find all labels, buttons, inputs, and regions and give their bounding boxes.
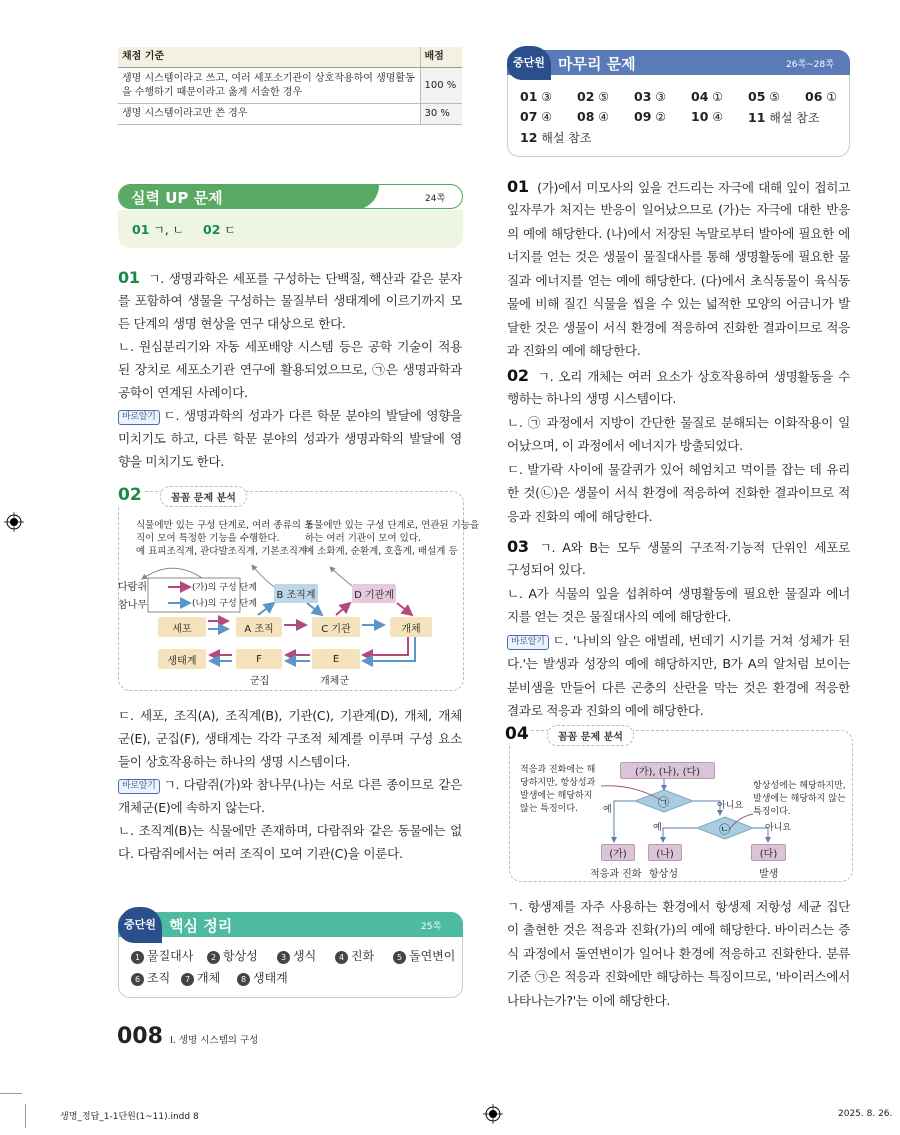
box-individual: 개체 (390, 617, 432, 637)
line-text: 물에 비해 질긴 식물을 씹을 수 있는 넓적한 모양의 어금니가 발 (507, 296, 850, 312)
section-tag: 중단원 (118, 907, 162, 943)
line-text: (가)에서 미모사의 잎을 건드리는 자극에 대해 잎이 접히고 (537, 179, 850, 195)
line-text: ㄱ. 생명과학은 세포를 구성하는 단백질, 핵산과 같은 분자 (148, 270, 462, 286)
answer-value: ㄱ, ㄴ (153, 223, 185, 237)
header-score: 배점 (420, 47, 462, 68)
text-line (507, 390, 850, 408)
answer-value: ④ (541, 110, 552, 124)
registration-mark-icon (4, 512, 24, 532)
summary-term: 돌연변이 (409, 949, 456, 963)
crop-mark (0, 1093, 22, 1094)
legend-oak: 참나무 (118, 600, 147, 611)
correction-badge: 바로알기 (507, 635, 549, 650)
criteria-cell: 생명 시스템이라고 쓰고, 여러 세포소기관이 상호작용하여 생명활동을 수행하기 때문이라고 옳게 서술한 경우 (118, 68, 420, 104)
line-text: 잎자루가 처지는 반응이 일어났으므로 (가)는 자극에 대한 반응 (507, 202, 850, 218)
answer-value: 해설 참조 (769, 111, 820, 125)
line-text: ㄴ. A가 식물의 잎을 섭취하여 생명활동에 필요한 물질과 에너 (507, 585, 850, 601)
text-line (507, 968, 850, 986)
number-bullet-icon: 5 (393, 951, 406, 964)
note-right: 항상성에는 해당하지만, 발생에는 해당하지 않는 특징이다. (753, 781, 846, 817)
answer-num: 05 (748, 89, 766, 104)
diagram-02 (112, 483, 480, 691)
text-line (118, 799, 462, 817)
diagram-04-number: 04 (505, 724, 529, 744)
line-text: 과 진화의 예에 해당한다. (507, 343, 641, 359)
line-text: ㄱ. 오리 개체는 여러 요소가 상호작용하여 생명활동을 수 (537, 368, 850, 384)
summary-item (393, 947, 455, 964)
text-line (507, 508, 850, 526)
line-text: 지를 얻는 것은 물질대사의 예에 해당한다. (507, 609, 731, 625)
label-no: 아니요 (717, 801, 744, 811)
line-text: 이 출현한 것은 적응과 진화(가)의 예에 해당한다. 바이러스는 증 (507, 922, 850, 938)
line-text: ㄴ. 원심분리기와 자동 세포배양 시스템 등은 공학 기술이 적용 (118, 338, 462, 354)
leaf-caption: 적응과 진화 (590, 869, 642, 880)
number-bullet-icon: 6 (131, 973, 144, 986)
text-line (507, 272, 850, 290)
box-organ-system: D 기관계 (352, 584, 396, 603)
review-answer (577, 89, 609, 104)
review-answer (634, 89, 666, 104)
line-text: 의 예에 해당한다. (나)에서 저장된 녹말로부터 발아에 필요한 에 (507, 225, 850, 241)
line-text: 나타나는가?'는 이에 해당한다. (507, 992, 671, 1008)
summary-term: 물질대사 (147, 949, 194, 963)
text-line (507, 655, 850, 673)
text-line (507, 342, 850, 360)
line-text: 달한 것은 생물이 서식 환경에 적응하여 진화한 결과이므로 적응 (507, 319, 850, 335)
line-text: ㄱ. A와 B는 모두 생물의 구조적·기능적 단위인 세포로 (539, 539, 850, 555)
note-animal-organ-system: 동물에만 있는 구성 단계로, 연관된 기능을 하는 여러 기관이 모여 있다. 예 소화계, 순환계, 호흡계, 배설계 등 (305, 520, 480, 557)
review-answer (805, 89, 837, 104)
line-text: 행하는 하나의 생명 시스템이다. (507, 391, 677, 407)
answer-value: ① (826, 90, 837, 104)
review-answer (520, 109, 552, 124)
line-text: 향을 미치기도 한다. (118, 454, 225, 470)
answer-num: 12 (520, 130, 538, 145)
score-cell: 100 % (420, 68, 462, 104)
label-yes: 예 (603, 805, 612, 815)
question-number: 02 (507, 365, 529, 385)
line-text: 분비샘을 만들어 다른 곤충의 산란을 막는 것은 환경에 적응한 (507, 679, 850, 695)
answer-num: 07 (520, 109, 538, 124)
analysis-label: 꼼꼼 문제 분석 (160, 486, 247, 507)
line-text: ㄷ. 생명과학의 성과가 다른 학문 분야의 발달에 영향을 (163, 408, 462, 424)
line-text: 든 단계의 생명 현상을 연구 대상으로 한다. (118, 315, 346, 331)
answer-num: 09 (634, 109, 652, 124)
correction-badge: 바로알기 (118, 410, 160, 425)
box-organ: C 기관 (312, 617, 360, 637)
text-line (118, 822, 462, 840)
text-line (118, 315, 462, 333)
text-line (507, 992, 850, 1010)
summary-term: 생식 (293, 949, 317, 963)
review-answer (520, 89, 552, 104)
answer-value: ㄷ (224, 223, 236, 237)
text-line (507, 461, 850, 479)
leaf-caption: 발생 (759, 869, 779, 880)
number-bullet-icon: 7 (181, 973, 194, 986)
line-text: 식 과정에서 돌연변이가 일어나 환경에 적응하고 진화한다. 분류 (507, 945, 850, 961)
line-text: 질과 에너지를 얻는 예에 해당한다. (다)에서 초식동물이 육식동 (507, 272, 850, 288)
text-line (507, 367, 850, 386)
chapter-title: I. 생명 시스템의 구성 (170, 1035, 259, 1046)
skill-up-answers (118, 210, 463, 248)
text-line (507, 319, 850, 337)
header-criteria: 채점 기준 (118, 47, 420, 68)
text-line (507, 414, 850, 432)
line-text: 군(E), 군집(F), 생태계는 각각 구조적 체계를 이루며 구성 요소 (118, 730, 462, 746)
text-line (118, 361, 462, 379)
label-yes: 예 (653, 823, 662, 833)
text-line (507, 679, 850, 697)
leaf-caption: 항상성 (649, 869, 678, 880)
answer-num: 04 (691, 89, 709, 104)
text-line (507, 248, 850, 266)
line-text: ㄴ. ㉠ 과정에서 지방이 간단한 물질로 분해되는 이화작용이 일 (507, 414, 850, 430)
summary-item (237, 969, 288, 986)
number-bullet-icon: 1 (131, 951, 144, 964)
review-answer (748, 109, 819, 126)
leaf-box-da: (다) (751, 844, 786, 861)
question-number: 03 (507, 536, 529, 556)
summary-item (181, 969, 220, 986)
summary-term: 진화 (351, 949, 375, 963)
review-answer (577, 109, 609, 124)
caption-population: 개체군 (320, 676, 349, 687)
review-title: 마무리 문제 (558, 55, 636, 73)
text-line (507, 921, 850, 939)
summary-item (131, 947, 193, 964)
text-line (118, 730, 462, 748)
line-text: 어났으며, 이 과정에서 에너지가 방출되었다. (507, 438, 743, 454)
answer-num: 03 (634, 89, 652, 104)
text-line (118, 269, 462, 288)
question-number: 01 (118, 267, 140, 287)
caption-community: 군집 (250, 676, 270, 687)
summary-term: 개체 (197, 971, 221, 985)
text-line (118, 430, 462, 448)
text-line (507, 561, 850, 579)
text-line (118, 292, 462, 310)
page-number: 008 (117, 1024, 163, 1049)
summary-item (335, 947, 374, 964)
text-line (507, 201, 850, 219)
diagram-04 (503, 722, 853, 882)
label-no: 아니요 (765, 823, 792, 833)
criteria-cell: 생명 시스템이라고만 쓴 경우 (118, 104, 420, 125)
crop-mark (25, 1104, 26, 1128)
review-answer (748, 89, 780, 104)
review-page: 26쪽~28쪽 (786, 60, 834, 70)
summary-term: 항상성 (223, 949, 258, 963)
answer-value: ② (655, 110, 666, 124)
text-line (507, 295, 850, 313)
analysis-label: 꼼꼼 문제 분석 (547, 725, 634, 746)
registration-mark-icon (483, 1104, 503, 1124)
text-line (507, 632, 850, 650)
line-text: 기준 ㉠은 적응과 진화에만 해당하는 특징이므로, '바이러스에서 (507, 969, 850, 985)
text-line (118, 753, 462, 771)
text-line (507, 437, 850, 455)
summary-item (207, 947, 258, 964)
summary-item (131, 969, 170, 986)
line-text: ㄷ. '나비의 알은 애벌레, 번데기 시기를 거쳐 성체가 된 (552, 632, 850, 648)
text-line (118, 707, 462, 725)
line-text: ㄱ. 항생제를 자주 사용하는 환경에서 항생제 저항성 세균 집단 (507, 898, 850, 914)
line-text: 결과로 적응과 진화의 예에 해당한다. (507, 703, 704, 719)
review-box (507, 50, 850, 157)
line-text: 다. 다람쥐에서는 여러 조직이 모여 기관(C)을 이룬다. (118, 846, 403, 862)
text-line (507, 484, 850, 502)
text-line (118, 338, 462, 356)
answer-value: ① (712, 90, 723, 104)
number-bullet-icon: 2 (207, 951, 220, 964)
line-text: 응과 진화의 예에 해당한다. (507, 508, 653, 524)
text-line (507, 538, 850, 557)
note-left: 적응과 진화에는 해 당하지만, 항상성과 발생에는 해당하지 않는 특징이다. (520, 765, 596, 814)
line-text: 공학이 연계된 사례이다. (118, 385, 248, 401)
line-text: 미치기도 하고, 다른 학문 분야의 성과가 생명과학의 발달에 영 (118, 431, 462, 447)
answer-num: 02 (577, 89, 595, 104)
line-text: 다.'는 발생과 성장의 예에 해당하지만, B가 A의 알처럼 보이는 (507, 656, 850, 672)
answer-value: ④ (598, 110, 609, 124)
number-bullet-icon: 3 (277, 951, 290, 964)
answer-num: 02 (203, 222, 221, 237)
text-line (507, 178, 850, 197)
answer-value: ③ (655, 90, 666, 104)
score-cell: 30 % (420, 104, 462, 125)
summary-item (277, 947, 316, 964)
box-tissue-system: B 조직계 (274, 584, 318, 603)
box-population: E (312, 649, 360, 669)
question-number: 01 (507, 176, 529, 196)
answer-num: 11 (748, 110, 766, 125)
text-line (118, 407, 462, 425)
print-date: 2025. 8. 26. (838, 1109, 893, 1119)
line-text: 구성되어 있다. (507, 562, 586, 578)
summary-term: 조직 (147, 971, 171, 985)
answer-num: 06 (805, 89, 823, 104)
text-line (118, 384, 462, 402)
box-tissue: A 조직 (236, 617, 282, 637)
skill-up-page: 24쪽 (425, 194, 446, 204)
answer-num: 01 (132, 222, 150, 237)
file-name: 생명_정답_1-1단원(1~11).indd 8 (60, 1112, 199, 1122)
answer-value: ⑤ (598, 90, 609, 104)
number-bullet-icon: 4 (335, 951, 348, 964)
line-text: ㄴ. 조직계(B)는 식물에만 존재하며, 다람쥐와 같은 동물에는 없 (118, 823, 462, 839)
answer-value: ③ (541, 90, 552, 104)
correction-badge: 바로알기 (118, 779, 160, 794)
text-line (507, 898, 850, 916)
text-line (507, 225, 850, 243)
line-text: 한 것(㉡)은 생물이 서식 환경에 적응하여 진화한 결과이므로 적 (507, 485, 850, 501)
line-text: 를 포함하여 생물을 구성하는 물질부터 생태계에 이르기까지 모 (118, 292, 462, 308)
text-line (507, 585, 850, 603)
line-text: 들이 상호작용하는 하나의 생명 시스템이다. (118, 753, 351, 769)
note-plant-tissue-system: 식물에만 있는 구성 단계로, 여러 종류의 조 직이 모여 특정한 기능을 수행한다. 예 표피조직계, 관다발조직계, 기본조직계 (136, 520, 314, 557)
skill-up-banner (118, 184, 463, 209)
leaf-box-na: (나) (648, 844, 682, 861)
core-summary-title: 핵심 정리 (169, 917, 233, 935)
review-answer (691, 89, 723, 104)
answer-num: 10 (691, 109, 709, 124)
decision-a: ㉠ (658, 796, 669, 809)
number-bullet-icon: 8 (237, 973, 250, 986)
legend-na-desc: (나)의 구성 단계 (192, 599, 257, 609)
answer-num: 01 (520, 89, 538, 104)
diagram-02-number: 02 (118, 485, 142, 505)
box-ecosystem: 생태계 (158, 649, 206, 669)
core-summary-box (118, 912, 463, 998)
text-line (118, 453, 462, 471)
text-line (118, 776, 462, 794)
section-tag: 중단원 (507, 46, 551, 80)
line-text: 너지를 얻는 것은 생물이 물질대사를 통해 생명활동에 필요한 물 (507, 249, 850, 265)
skill-up-title: 실력 UP 문제 (131, 189, 223, 207)
text-line (507, 945, 850, 963)
legend-squirrel: 다람쥐 (118, 582, 147, 593)
flow-top-box: (가), (나), (다) (620, 762, 715, 779)
answer-value: ⑤ (769, 90, 780, 104)
text-line (507, 702, 850, 720)
line-text: ㄷ. 발가락 사이에 물갈퀴가 있어 헤엄치고 먹이를 잡는 데 유리 (507, 461, 850, 477)
text-line (118, 845, 462, 863)
review-answer (691, 109, 723, 124)
text-line (507, 608, 850, 626)
review-answer (520, 129, 591, 146)
line-text: ㄷ. 세포, 조직(A), 조직계(B), 기관(C), 기관계(D), 개체, 개체 (118, 707, 462, 723)
answer-value: ④ (712, 110, 723, 124)
legend-ga-desc: (가)의 구성 단계 (192, 583, 257, 593)
grading-table (118, 47, 462, 125)
box-cell: 세포 (158, 617, 206, 637)
review-answer (634, 109, 666, 124)
line-text: 개체군(E)에 속하지 않는다. (118, 799, 265, 815)
decision-b: ㉡ (719, 823, 730, 836)
core-summary-page: 25쪽 (421, 922, 442, 932)
summary-term: 생태계 (253, 971, 288, 985)
box-community: F (236, 649, 282, 669)
answer-num: 08 (577, 109, 595, 124)
line-text: 된 장치로 세포소기관 연구에 활용되었으므로, ㉠은 생명과학과 (118, 361, 462, 377)
leaf-box-ga: (가) (601, 844, 635, 861)
line-text: ㄱ. 다람쥐(가)와 참나무(나)는 서로 다른 종이므로 같은 (163, 776, 462, 792)
answer-value: 해설 참조 (541, 131, 592, 145)
